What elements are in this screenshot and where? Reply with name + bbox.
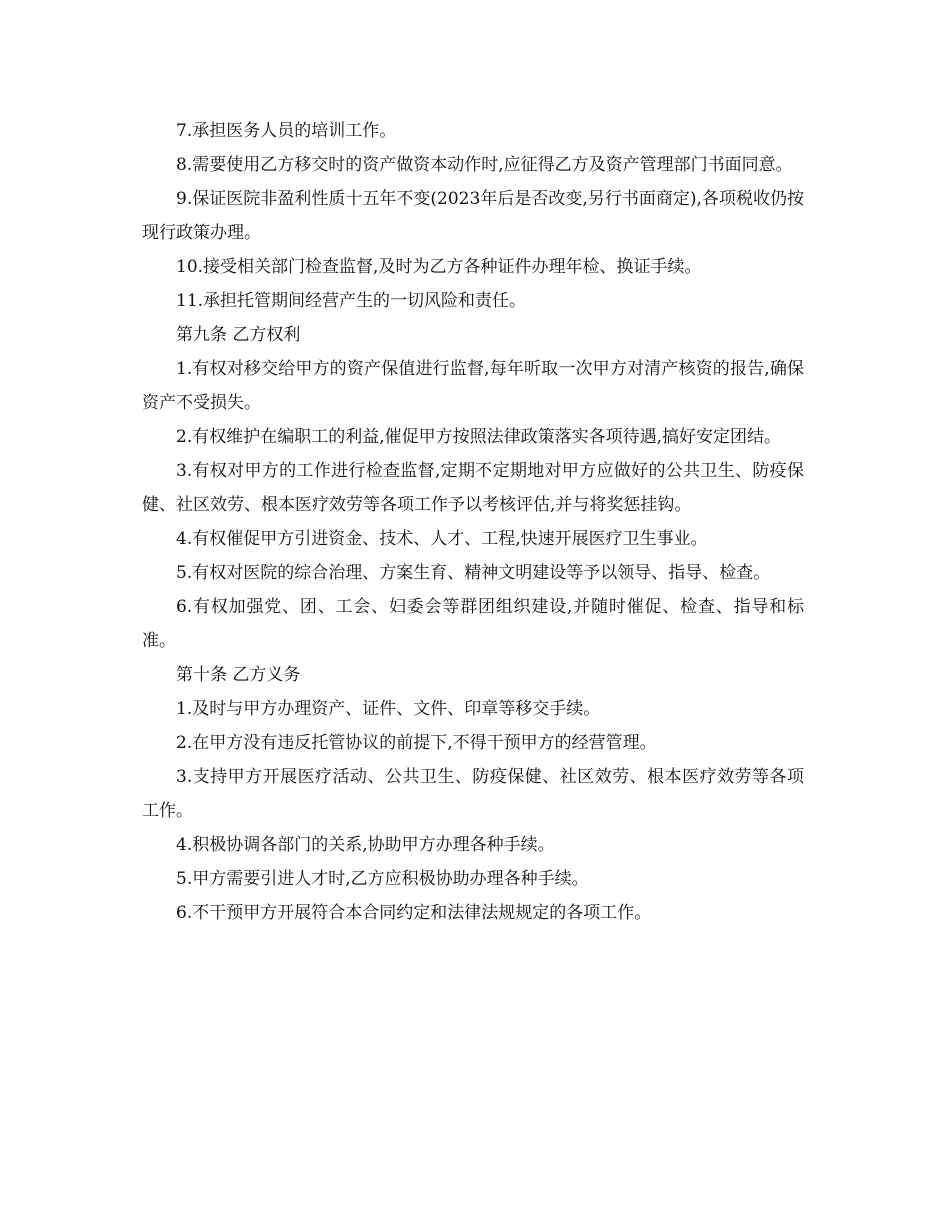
rights-item-6: 6.有权加强党、团、工会、妇委会等群团组织建设,并随时催促、检查、指导和标准。 (142, 597, 804, 651)
obligation-item-8: 8.需要使用乙方移交时的资产做资本动作时,应征得乙方及资产管理部门书面同意。 (176, 155, 793, 175)
obligation-item-10: 10.接受相关部门检查监督,及时为乙方各种证件办理年检、换证手续。 (176, 257, 702, 277)
duties-item-3: 3.支持甲方开展医疗活动、公共卫生、防疫保健、社区效劳、根本医疗效劳等各项工作。 (142, 767, 804, 821)
document-page (142, 114, 804, 930)
rights-item-4: 4.有权催促甲方引进资金、技术、人才、工程,快速开展医疗卫生事业。 (176, 529, 708, 549)
rights-item-1: 1.有权对移交给甲方的资产保值进行监督,每年听取一次甲方对清产核资的报告,确保资产不受损失。 (142, 359, 804, 413)
duties-item-6: 6.不干预甲方开展符合本合同约定和法律法规规定的各项工作。 (176, 903, 652, 923)
duties-item-5: 5.甲方需要引进人才时,乙方应积极协助办理各种手续。 (176, 869, 589, 889)
obligation-item-7: 7.承担医务人员的培训工作。 (176, 121, 397, 141)
duties-item-4: 4.积极协调各部门的关系,协助甲方办理各种手续。 (176, 835, 555, 855)
rights-item-5: 5.有权对医院的综合治理、方案生育、精神文明建设等予以领导、指导、检查。 (176, 563, 771, 583)
article-9-heading: 第九条 乙方权利 (176, 325, 301, 345)
rights-item-3: 3.有权对甲方的工作进行检查监督,定期不定期地对甲方应做好的公共卫生、防疫保健、社区效劳、根本医疗效劳等各项工作予以考核评估,并与将奖惩挂钩。 (142, 461, 804, 515)
obligation-item-9: 9.保证医院非盈利性质十五年不变(2023年后是否改变,另行书面商定),各项税收仍按现行政策办理。 (142, 189, 804, 243)
obligation-item-11: 11.承担托管期间经营产生的一切风险和责任。 (176, 291, 527, 311)
duties-item-1: 1.及时与甲方办理资产、证件、文件、印章等移交手续。 (176, 699, 601, 719)
duties-item-2: 2.在甲方没有违反托管协议的前提下,不得干预甲方的经营管理。 (176, 733, 657, 753)
rights-item-2: 2.有权维护在编职工的利益,催促甲方按照法律政策落实各项待遇,搞好安定团结。 (176, 427, 782, 447)
article-10-heading: 第十条 乙方义务 (176, 665, 301, 685)
